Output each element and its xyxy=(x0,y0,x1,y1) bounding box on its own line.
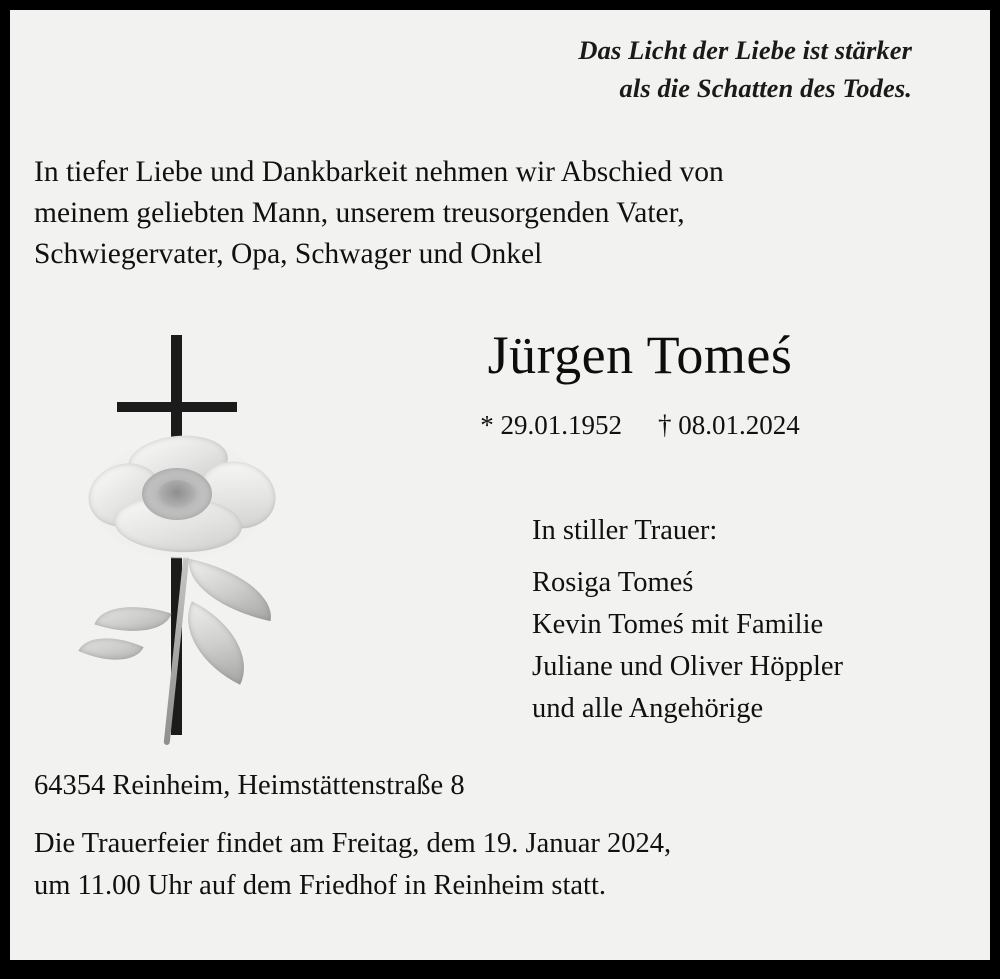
rose-icon xyxy=(80,430,295,745)
life-dates xyxy=(310,410,970,441)
mourner-3: Juliane und Oliver Höppler xyxy=(532,650,844,682)
cross-and-rose-graphic xyxy=(70,325,300,745)
intro-paragraph xyxy=(34,152,964,275)
intro-line-3: Schwiegervater, Opa, Schwager und Onkel xyxy=(34,238,543,270)
obituary-notice xyxy=(10,10,990,960)
birth-date: * 29.01.1952 xyxy=(480,410,622,440)
service-line-1: Die Trauerfeier findet am Freitag, dem 19. Januar 2024, xyxy=(34,828,672,860)
intro-line-2: meinem geliebten Mann, unserem treusorgenden Vater, xyxy=(34,197,685,229)
motto-text xyxy=(578,32,912,107)
mourner-2: Kevin Tomeś mit Familie xyxy=(532,608,824,640)
mourner-1: Rosiga Tomeś xyxy=(532,566,694,598)
rose-core-inner xyxy=(158,480,196,508)
mourners-lead: In stiller Trauer: xyxy=(532,515,718,546)
death-date: † 08.01.2024 xyxy=(658,410,800,440)
deceased-name: Jürgen Tomeś xyxy=(487,325,793,385)
mourners-block xyxy=(532,510,843,729)
motto-line-1: Das Licht der Liebe ist stärker xyxy=(578,35,912,65)
intro-line-1: In tiefer Liebe und Dankbarkeit nehmen wir Abschied von xyxy=(34,156,724,188)
mourner-4: und alle Angehörige xyxy=(532,692,764,724)
footer-block xyxy=(34,765,964,906)
service-line-2: um 11.00 Uhr auf dem Friedhof in Reinheim statt. xyxy=(34,869,607,901)
motto-line-2: als die Schatten des Todes. xyxy=(619,72,912,103)
cross-crossbar xyxy=(117,402,237,412)
rose-stem xyxy=(164,550,190,746)
address-line: 64354 Reinheim, Heimstättenstraße 8 xyxy=(34,770,465,801)
